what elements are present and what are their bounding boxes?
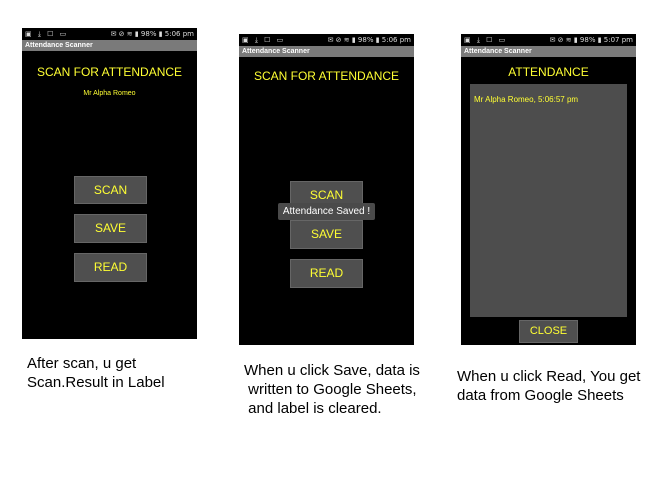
list-item[interactable]: Mr Alpha Romeo, 5:06:57 pm	[474, 95, 579, 104]
close-button[interactable]: CLOSE	[519, 320, 578, 343]
read-button[interactable]: READ	[74, 253, 147, 282]
save-button[interactable]: SAVE	[74, 214, 147, 243]
status-icons: ✉ ⊘ ≋ ▮ 98% ▮	[110, 30, 163, 38]
scan-button[interactable]: SCAN	[290, 181, 363, 209]
notification-icons: ▣ ⤓ ☐ ▭	[464, 36, 508, 44]
status-icons: ✉ ⊘ ≋ ▮ 98% ▮	[549, 36, 602, 44]
clock: 5:06 pm	[381, 36, 411, 44]
caption-scan: After scan, u get Scan.Result in Label	[27, 355, 165, 391]
page-title: ATTENDANCE	[508, 65, 589, 79]
read-button[interactable]: READ	[290, 259, 363, 288]
page-title: SCAN FOR ATTENDANCE	[253, 69, 400, 83]
status-bar	[22, 28, 197, 40]
app-title-bar: Attendance Scanner	[22, 40, 197, 51]
phone-screen-saved	[239, 34, 414, 345]
save-button[interactable]: SAVE	[290, 220, 363, 249]
status-bar	[239, 34, 414, 46]
caption-save: When u click Save, data is written to Google Sheets, and label is cleared.	[244, 362, 420, 417]
app-title-bar: Attendance Scanner	[461, 46, 636, 57]
clock: 5:06 pm	[164, 30, 194, 38]
clock: 5:07 pm	[603, 36, 633, 44]
page-title: SCAN FOR ATTENDANCE	[36, 65, 183, 79]
phone-screen-attendance-list	[461, 34, 636, 345]
toast-message: Attendance Saved !	[278, 203, 375, 220]
app-title-bar: Attendance Scanner	[239, 46, 414, 57]
status-icons: ✉ ⊘ ≋ ▮ 98% ▮	[327, 36, 380, 44]
attendance-list[interactable]	[470, 84, 627, 317]
phone-screen-scan-result	[22, 28, 197, 339]
notification-icons: ▣ ⤓ ☐ ▭	[242, 36, 286, 44]
status-bar	[461, 34, 636, 46]
scan-result-label: Mr Alpha Romeo	[83, 90, 136, 97]
scan-button[interactable]: SCAN	[74, 176, 147, 204]
notification-icons: ▣ ⤓ ☐ ▭	[25, 30, 69, 38]
caption-read: When u click Read, You get data from Google Sheets	[457, 368, 641, 404]
